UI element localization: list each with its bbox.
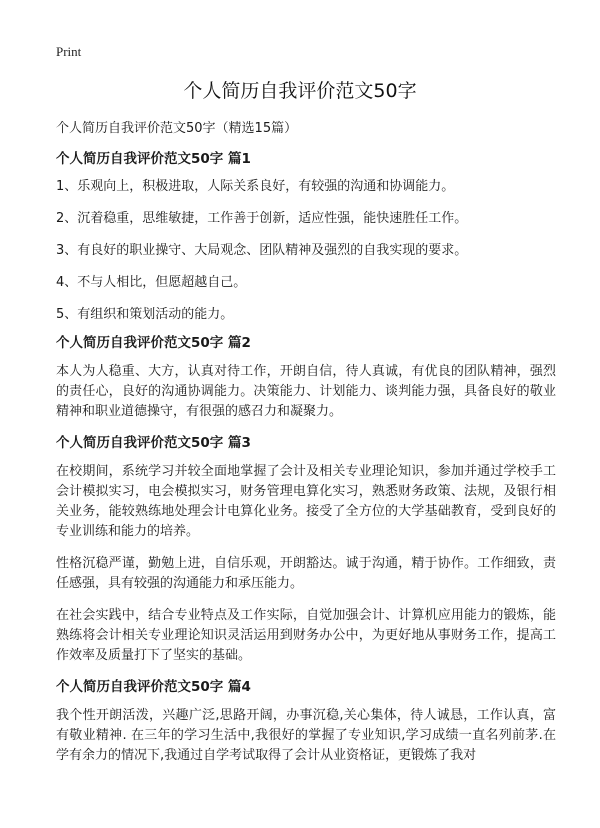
- paragraph: 本人为人稳重、大方，认真对待工作，开朗自信，待人真诚，有优良的团队精神，强烈的责任心，良好的沟通协调能力。决策能力、计划能力、谈判能力强，具备良好的敬业精神和职业道德操守，有很强的感召力和凝聚力。: [56, 364, 556, 419]
- paragraph: 性格沉稳严谨，勤勉上进，自信乐观，开朗豁达。诚于沟通，精于协作。工作细致，责任感强，具有较强的沟通能力和承压能力。: [56, 556, 556, 591]
- section-heading: 个人简历自我评价范文50字 篇2: [56, 335, 251, 351]
- print-link[interactable]: Print: [56, 44, 82, 59]
- list-item: 1、乐观向上，积极进取，人际关系良好，有较强的沟通和协调能力。: [56, 179, 455, 194]
- list-item: 3、有良好的职业操守、大局观念、团队精神及强烈的自我实现的要求。: [56, 243, 468, 258]
- section-3: [56, 434, 556, 666]
- list-item: 5、有组织和策划活动的能力。: [56, 307, 234, 322]
- paragraph: 我个性开朗活泼，兴趣广泛,思路开阔，办事沉稳,关心集体，待人诚恳，工作认真，富有敬业精神. 在三年的学习生活中,我很好的掌握了专业知识,学习成绩一直名列前茅.在学有余力的情况下,我通过自学考试取得了会计从业资格证，更锻炼了我对: [56, 708, 556, 763]
- section-1: [56, 150, 556, 324]
- section-heading: 个人简历自我评价范文50字 篇1: [56, 151, 251, 167]
- section-heading: 个人简历自我评价范文50字 篇3: [56, 435, 251, 451]
- page-title: 个人简历自我评价范文50字: [183, 80, 417, 102]
- list-item: 4、不与人相比，但愿超越自己。: [56, 275, 247, 290]
- paragraph: 在校期间，系统学习并较全面地掌握了会计及相关专业理论知识，参加并通过学校手工会计模拟实习，电会模拟实习，财务管理电算化实习，熟悉财务政策、法规，及银行相关业务，能较熟练地处理会计电算化业务。接受了全方位的大学基础教育，受到良好的专业训练和能力的培养。: [56, 464, 556, 539]
- list-item: 2、沉着稳重，思维敏捷，工作善于创新，适应性强，能快速胜任工作。: [56, 211, 468, 226]
- document-body: [56, 120, 556, 778]
- section-heading: 个人简历自我评价范文50字 篇4: [56, 679, 251, 695]
- section-4: [56, 678, 556, 766]
- paragraph: 在社会实践中，结合专业特点及工作实际，自觉加强会计、计算机应用能力的锻炼，能熟练将会计相关专业理论知识灵活运用到财务办公中，为更好地从事财务工作，提高工作效率及质量打下了坚实的基础。: [56, 608, 556, 663]
- intro-line: 个人简历自我评价范文50字（精选15篇）: [56, 121, 298, 136]
- section-2: [56, 334, 556, 422]
